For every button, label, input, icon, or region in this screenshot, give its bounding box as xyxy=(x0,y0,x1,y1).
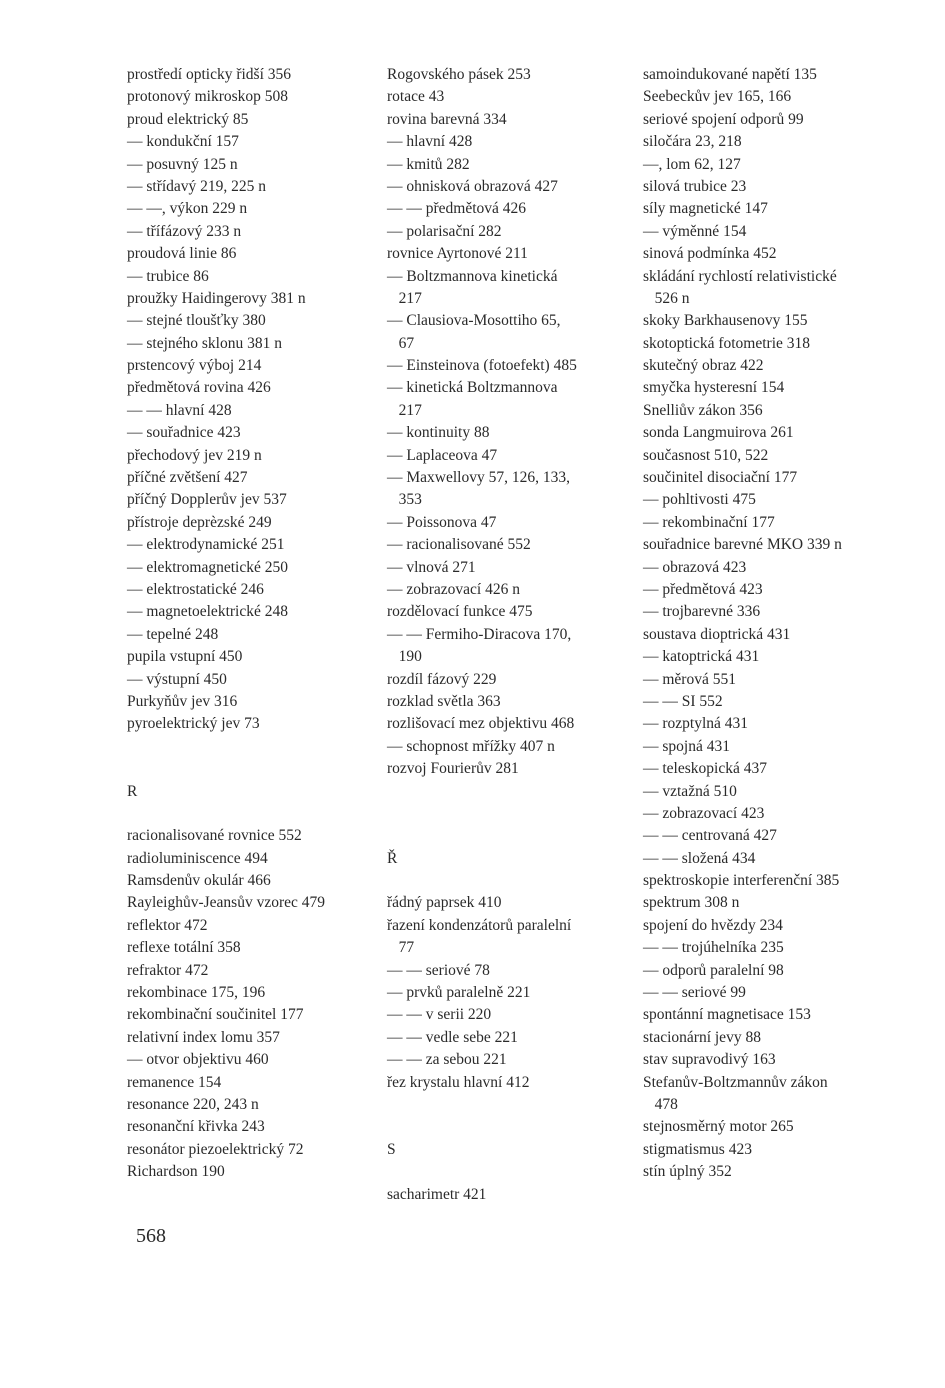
index-entry: — Einsteinova (fotoefekt) 485 xyxy=(387,357,577,375)
index-entry: stigmatismus 423 xyxy=(643,1140,752,1158)
index-entry: — Laplaceova 47 xyxy=(387,446,498,464)
index-entry: — odporů paralelní 98 xyxy=(643,961,784,979)
index-entry: — spojná 431 xyxy=(643,737,730,755)
index-entry: skládání rychlostí relativistické xyxy=(643,267,837,285)
index-entry: 67 xyxy=(387,334,415,352)
index-entry: — — předmětová 426 xyxy=(387,200,527,218)
index-entry: — rozptylná 431 xyxy=(643,715,749,733)
index-entry: — — složená 434 xyxy=(643,849,756,867)
index-entry: — magnetoelektrické 248 xyxy=(127,603,288,621)
index-entry: — pohltivosti 475 xyxy=(643,491,756,509)
index-entry: prostředí opticky řidší 356 xyxy=(127,66,292,83)
index-entry: spontánní magnetisace 153 xyxy=(643,1006,811,1024)
index-entry: rovnice Ayrtonové 211 xyxy=(387,245,528,263)
index-entry: — — za sebou 221 xyxy=(387,1051,507,1069)
index-entry: — kontinuity 88 xyxy=(387,424,490,442)
index-entry: — předmětová 423 xyxy=(643,580,763,598)
index-entry: — — SI 552 xyxy=(643,692,723,710)
index-entry: — — hlavní 428 xyxy=(127,401,232,419)
index-entry: samoindukované napětí 135 xyxy=(643,66,817,83)
index-entry: proud elektrický 85 xyxy=(127,110,249,128)
index-entry: soustava dioptrická 431 xyxy=(643,625,791,643)
index-entry: 526 n xyxy=(643,289,690,307)
index-entry: Snelliův zákon 356 xyxy=(643,401,763,419)
index-entry: silová trubice 23 xyxy=(643,177,747,195)
index-entry: pyroelektrický jev 73 xyxy=(127,715,260,733)
index-entry: sacharimetr 421 xyxy=(387,1185,487,1203)
index-entry: — — trojúhelníka 235 xyxy=(643,939,784,957)
index-entry: 353 xyxy=(387,491,422,509)
index-entry: — elektrodynamické 251 xyxy=(127,536,285,554)
blank-line xyxy=(387,1161,639,1183)
blank-line xyxy=(387,825,639,847)
blank-line xyxy=(387,870,639,892)
index-entry: — — seriové 99 xyxy=(643,984,746,1002)
index-entry: sonda Langmuirova 261 xyxy=(643,424,794,442)
index-entry: — obrazová 423 xyxy=(643,558,747,576)
index-entry: radioluminiscence 494 xyxy=(127,849,268,867)
index-entry: — ohnisková obrazová 427 xyxy=(387,177,558,195)
index-entry: — vztažná 510 xyxy=(643,782,737,800)
index-entry: Seebeckův jev 165, 166 xyxy=(643,88,792,106)
index-entry: — zobrazovací 426 n xyxy=(387,580,520,598)
index-entry: rozvoj Fourierův 281 xyxy=(387,760,519,778)
index-entry: — stejné tloušťky 380 xyxy=(127,312,266,330)
index-entry: souřadnice barevné MKO 339 n xyxy=(643,536,842,554)
index-entry: Rogovského pásek 253 xyxy=(387,66,531,83)
index-entry: — racionalisované 552 xyxy=(387,536,531,554)
index-entry: řazení kondenzátorů paralelní xyxy=(387,916,572,934)
index-entry: — Maxwellovy 57, 126, 133, xyxy=(387,469,570,487)
index-entry: 77 xyxy=(387,939,415,957)
index-entry: 190 xyxy=(387,648,422,666)
index-entry: — Boltzmannova kinetická xyxy=(387,267,558,285)
index-entry: Stefanův-Boltzmannův zákon xyxy=(643,1073,828,1091)
index-entry: — — Fermiho-Diracova 170, xyxy=(387,625,572,643)
index-entry: — souřadnice 423 xyxy=(127,424,241,442)
index-entry: rovina barevná 334 xyxy=(387,110,507,128)
index-column-2 xyxy=(387,64,639,1206)
index-entry: — tepelné 248 xyxy=(127,625,219,643)
index-entry: — — vedle sebe 221 xyxy=(387,1028,518,1046)
index-entry: — hlavní 428 xyxy=(387,133,473,151)
index-entry: Ramsdenův okulár 466 xyxy=(127,872,271,890)
index-entry: remanence 154 xyxy=(127,1073,222,1091)
index-entry: — kondukční 157 xyxy=(127,133,239,151)
index-entry: — —, výkon 229 n xyxy=(127,200,248,218)
section-letter: R xyxy=(127,782,138,800)
index-entry: skoky Barkhausenovy 155 xyxy=(643,312,808,330)
index-entry: řádný paprsek 410 xyxy=(387,894,502,912)
index-entry: resonátor piezoelektrický 72 xyxy=(127,1140,304,1158)
index-entry: přechodový jev 219 n xyxy=(127,446,262,464)
index-entry: rekombinační součinitel 177 xyxy=(127,1006,304,1024)
blank-line xyxy=(387,803,639,825)
index-entry: skotoptická fotometrie 318 xyxy=(643,334,811,352)
index-entry: proužky Haidingerovy 381 n xyxy=(127,289,306,307)
index-entry: současnost 510, 522 xyxy=(643,446,769,464)
index-entry: síly magnetické 147 xyxy=(643,200,768,218)
index-entry: proudová linie 86 xyxy=(127,245,237,263)
index-entry: spektroskopie interferenční 385 xyxy=(643,872,840,890)
index-entry: relativní index lomu 357 xyxy=(127,1028,280,1046)
index-entry: reflektor 472 xyxy=(127,916,208,934)
index-entry: smyčka hysteresní 154 xyxy=(643,379,785,397)
index-entry: — katoptrická 431 xyxy=(643,648,760,666)
index-entry: pupila vstupní 450 xyxy=(127,648,243,666)
index-entry: — elektrostatické 246 xyxy=(127,580,264,598)
index-entry: rozdělovací funkce 475 xyxy=(387,603,533,621)
index-entry: 217 xyxy=(387,289,422,307)
index-entry: protonový mikroskop 508 xyxy=(127,88,289,106)
index-entry: příčný Dopplerův jev 537 xyxy=(127,491,287,509)
index-entry: — zobrazovací 423 xyxy=(643,804,765,822)
index-entry: spojení do hvězdy 234 xyxy=(643,916,783,934)
index-entry: — — v serii 220 xyxy=(387,1006,492,1024)
index-entry: součinitel disociační 177 xyxy=(643,469,798,487)
index-entry: seriové spojení odporů 99 xyxy=(643,110,804,128)
index-entry: — výměnné 154 xyxy=(643,222,747,240)
index-entry: — posuvný 125 n xyxy=(127,155,238,173)
index-entry: přístroje deprèzské 249 xyxy=(127,513,272,531)
index-entry: — teleskopická 437 xyxy=(643,760,767,778)
index-entry: —, lom 62, 127 xyxy=(643,155,741,173)
index-entry: racionalisované rovnice 552 xyxy=(127,827,302,845)
blank-line xyxy=(127,736,377,758)
index-entry: stav supravodivý 163 xyxy=(643,1051,776,1069)
blank-line xyxy=(387,1116,639,1138)
index-entry: — měrová 551 xyxy=(643,670,736,688)
index-entry: 217 xyxy=(387,401,422,419)
index-entry: — elektromagnetické 250 xyxy=(127,558,288,576)
index-entry: rozdíl fázový 229 xyxy=(387,670,497,688)
index-entry: — prvků paralelně 221 xyxy=(387,984,531,1002)
index-entry: — — centrovaná 427 xyxy=(643,827,777,845)
index-entry: — stejného sklonu 381 n xyxy=(127,334,282,352)
index-entry: — kmitů 282 xyxy=(387,155,470,173)
index-entry: — trubice 86 xyxy=(127,267,209,285)
index-entry: — střídavý 219, 225 n xyxy=(127,177,267,195)
index-entry: reflexe totální 358 xyxy=(127,939,241,957)
index-entry: — výstupní 450 xyxy=(127,670,227,688)
blank-line xyxy=(387,1094,639,1116)
index-entry: Purkyňův jev 316 xyxy=(127,692,238,710)
index-entry: stacionární jevy 88 xyxy=(643,1028,761,1046)
blank-line xyxy=(387,781,639,803)
index-entry: stín úplný 352 xyxy=(643,1163,732,1181)
index-entry: předmětová rovina 426 xyxy=(127,379,271,397)
index-entry: — Clausiova-Mosottiho 65, xyxy=(387,312,561,330)
index-entry: sinová podmínka 452 xyxy=(643,245,777,263)
index-entry: řez krystalu hlavní 412 xyxy=(387,1073,530,1091)
index-entry: resonance 220, 243 n xyxy=(127,1095,259,1113)
index-entry: rozlišovací mez objektivu 468 xyxy=(387,715,575,733)
index-column-3 xyxy=(643,64,898,1184)
index-entry: skutečný obraz 422 xyxy=(643,357,764,375)
index-entry: prstencový výboj 214 xyxy=(127,357,262,375)
page-number: 568 xyxy=(136,1225,166,1247)
index-entry: — polarisační 282 xyxy=(387,222,502,240)
index-entry: rotace 43 xyxy=(387,88,445,106)
index-entry: — — seriové 78 xyxy=(387,961,490,979)
index-entry: stejnosměrný motor 265 xyxy=(643,1118,794,1136)
section-letter: Ř xyxy=(387,849,398,867)
index-entry: refraktor 472 xyxy=(127,961,209,979)
index-entry: Rayleighův-Jeansův vzorec 479 xyxy=(127,894,325,912)
index-entry: — kinetická Boltzmannova xyxy=(387,379,558,397)
index-entry: siločára 23, 218 xyxy=(643,133,742,151)
index-entry: rekombinace 175, 196 xyxy=(127,984,266,1002)
index-entry: — Poissonova 47 xyxy=(387,513,497,531)
index-entry: 478 xyxy=(643,1095,678,1113)
index-entry: — rekombinační 177 xyxy=(643,513,775,531)
index-entry: spektrum 308 n xyxy=(643,894,740,912)
index-entry: — trojbarevné 336 xyxy=(643,603,761,621)
index-entry: — vlnová 271 xyxy=(387,558,476,576)
index-entry: — schopnost mřížky 407 n xyxy=(387,737,555,755)
index-entry: resonanční křivka 243 xyxy=(127,1118,265,1136)
index-entry: rozklad světla 363 xyxy=(387,692,501,710)
section-letter: S xyxy=(387,1140,396,1158)
index-entry: — třífázový 233 n xyxy=(127,222,242,240)
index-entry: příčné zvětšení 427 xyxy=(127,469,248,487)
index-column-1 xyxy=(127,64,377,1184)
blank-line xyxy=(127,758,377,780)
index-entry: — otvor objektivu 460 xyxy=(127,1051,269,1069)
index-entry: Richardson 190 xyxy=(127,1163,225,1181)
blank-line xyxy=(127,803,377,825)
